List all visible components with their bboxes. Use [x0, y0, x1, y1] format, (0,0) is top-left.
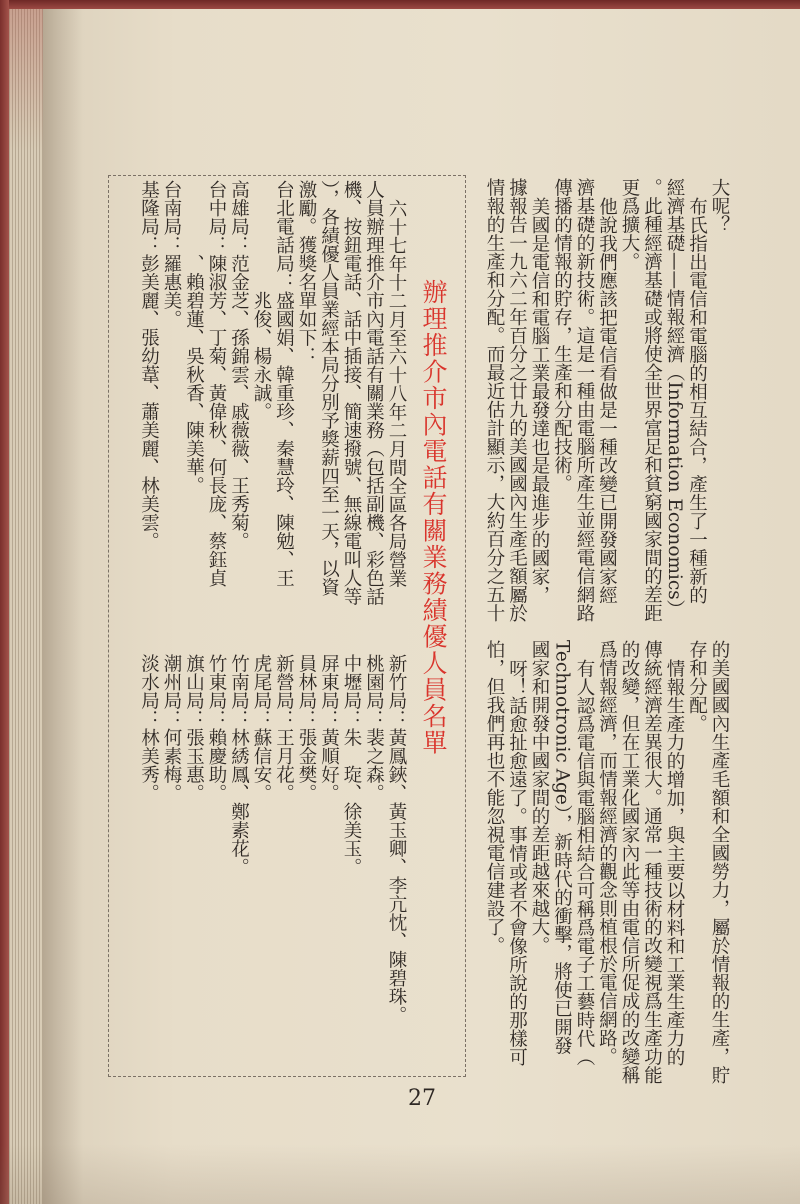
- article-column: 大呢？: [709, 178, 730, 234]
- award-list-column: 旗山局：張玉惠。: [183, 654, 205, 802]
- award-notice-title: 辦理推介市內電話有關業務績優人員名單: [419, 279, 448, 756]
- award-list-column: 虎尾局：蘇信安。: [251, 654, 272, 802]
- article-column: 布氏指出電信和電腦的相互結合，產生了一種新的: [686, 196, 708, 604]
- award-list-column: 淡水局：林美秀。: [138, 654, 160, 802]
- article-column: 據報告一九六二年百分之廿九的美國國內生產毛額屬於: [506, 178, 528, 622]
- award-notice-upper-block: [137, 180, 407, 640]
- article-column: 情報生產力的增加，與主要以材料和工業生產力的: [664, 658, 685, 1066]
- award-list-column: 中壢局：朱 琁、徐美玉。: [341, 654, 362, 876]
- award-list-column: 員林局：張金樊。: [296, 654, 317, 802]
- article-column: 存和分配。: [686, 640, 708, 733]
- award-list-column: 竹東局：賴慶助。: [206, 654, 227, 802]
- award-list-column: 台中局：陳淑芳、丁菊、黃偉秋、何長庞、蔡鈺貞: [206, 180, 227, 587]
- award-notice-column: 六十七年十二月至六十八年二月間全區各局營業: [386, 198, 407, 587]
- article-column: 更爲擴大。: [619, 178, 640, 271]
- article-column: 傳播的情報的貯存，生產和分配技術。: [551, 178, 573, 493]
- article-column: 的美國國內生產毛額和全國勞力，屬於情報的生產，貯: [709, 640, 730, 1084]
- award-notice-box: [108, 175, 466, 1077]
- article-column: 爲情報經濟，而情報經濟的觀念則植根於電信網路。: [596, 640, 618, 1066]
- page-number: 27: [408, 1086, 436, 1111]
- article-column: 美國是電信和電腦工業最發達也是最進步的國家，: [529, 196, 550, 604]
- book-cover-top-edge: [0, 0, 800, 9]
- award-list-column: 、賴碧蓮、吳秋香、陳美華。: [183, 254, 205, 495]
- stacked-page-edges: [9, 9, 43, 1204]
- book-cover-left-edge: [0, 0, 9, 1204]
- award-notice-column: ），各績優人員業經本局分別予獎薪四至一天，以資: [318, 180, 340, 597]
- article-column: 傳統經濟差異很大。通常一種技術的改變視爲生產功能: [641, 640, 663, 1084]
- article-lower-block: [482, 640, 730, 1092]
- article-column: 。此種經濟基礎或將使全世界富足和貧窮國家間的差距: [641, 178, 663, 622]
- article-column: 經濟基礎——情報經濟（Information Economics）: [664, 178, 685, 619]
- article-column: 情報的生產和分配。而最近估計顯示，大約百分之五十: [484, 178, 505, 622]
- article-column: 濟基礎的新技術。這是一種由電腦所產生並經電信網路: [574, 178, 595, 622]
- award-list-column: 新營局：王月花。: [273, 654, 295, 802]
- article-column: 怕，但我們再也不能忽視電信建設了。: [484, 640, 505, 955]
- binding-shadow: [43, 9, 83, 1204]
- award-list-column: 屏東局：黃順好。: [318, 654, 340, 802]
- article-column: 的改變，但在工業化國家內此等由電信所促成的改變稱: [619, 640, 640, 1084]
- article-column: 呀！話愈扯愈遠了。事情或者不會像所說的那樣可: [506, 658, 528, 1066]
- award-list-column: 台南局：羅惠美。: [161, 180, 182, 328]
- award-list-column: 新竹局：黃鳳鋏、黃玉卿、李亢忱、陳碧珠。: [386, 654, 407, 1024]
- award-notice-lower-block: [137, 654, 407, 1054]
- award-notice-column: 機、按鈕電話、話中插接、簡速撥號、無線電叫人等: [341, 180, 362, 606]
- award-notice-column: 人員辦理推介市內電話有關業務（包括副機、彩色話: [363, 180, 385, 606]
- article-column: 有人認爲電信與電腦相結合可稱爲電子工藝時代（: [574, 658, 595, 1066]
- article-column: 他說我們應該把電信看做是一種改變已開發國家經: [596, 196, 618, 604]
- award-list-column: 桃園局：裴之森。: [363, 654, 385, 802]
- award-list-column: 潮州局：何素梅。: [161, 654, 182, 802]
- award-list-column: 竹南局：林綉鳳、鄭素花。: [228, 654, 250, 876]
- award-list-column: 兆俊、楊永誠。: [251, 291, 272, 421]
- article-upper-block: [482, 178, 730, 638]
- award-list-column: 台北電話局：盛國娟、韓重珍、秦慧玲、陳勉、王: [273, 180, 295, 587]
- award-list-column: 基隆局：彭美麗、張幼葦、蕭美麗、林美雲。: [138, 180, 160, 550]
- award-list-column: 高雄局：范金芝、孫錦雲、戚薇薇、王秀菊。: [228, 180, 250, 550]
- article-column: 國家和開發中國家間的差距越來越大。: [529, 640, 550, 955]
- award-notice-column: 激勵。獲獎名單如下：: [296, 180, 317, 365]
- bottom-shade: [0, 1144, 800, 1204]
- article-column: Technotronic Age），新時代的衝擊，將使已開發: [551, 640, 573, 1055]
